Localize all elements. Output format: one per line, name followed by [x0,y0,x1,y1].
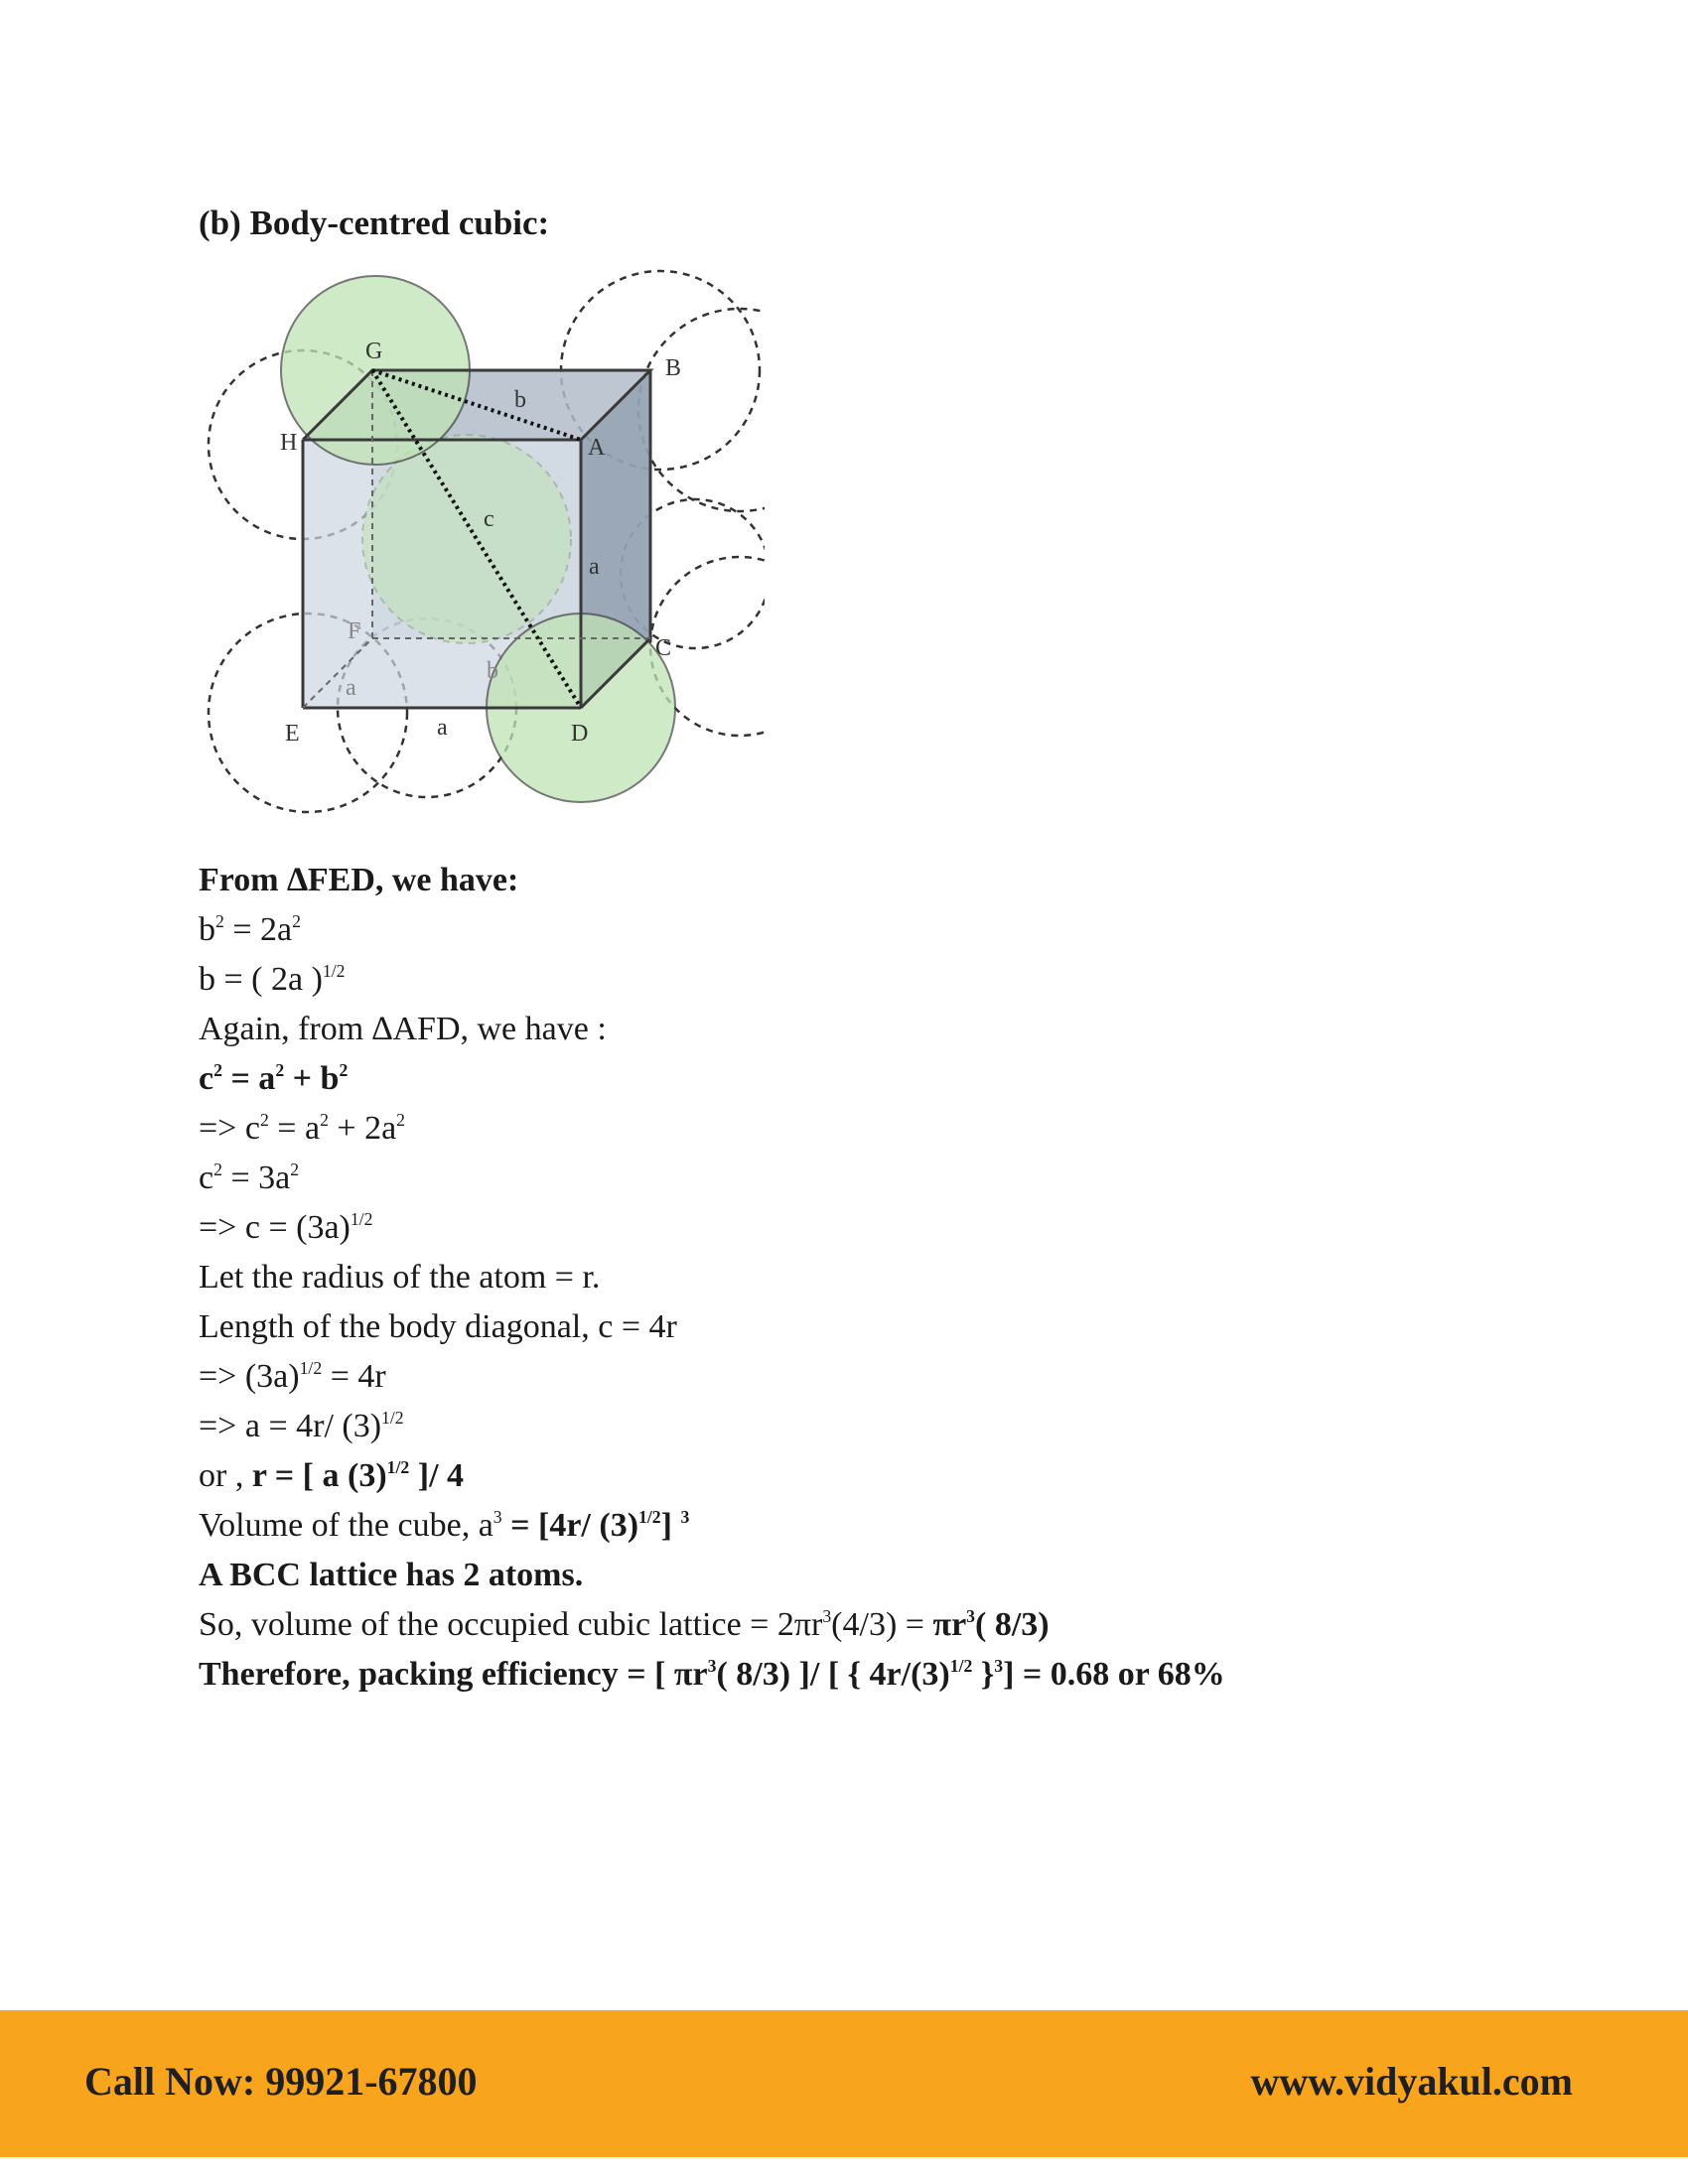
line-3a-4r: => $(3a)^{1/2} = 4r$ [199,1358,386,1395]
call-now-text: Call Now: 99921-67800 [84,2059,478,2104]
derivation-text [199,856,1489,1700]
line-pythagoras: $c^2 = a^2 + b^2$ [199,1060,349,1097]
label-C: C [655,635,672,661]
central-atom [362,435,571,643]
line-b-squared: $b^2 = 2a^2$ [199,911,301,948]
line-body-diagonal: Length of the body diagonal, c = 4r [199,1308,677,1345]
website-link[interactable]: www.vidyakul.com [1250,2059,1573,2104]
line-radius: Let the radius of the atom = r. [199,1259,601,1296]
line-c-value: => $c = (3a)^{1/2}$ [199,1209,373,1246]
line-c-squared-sub: => $c^2 = a^2 + 2a^2$ [199,1110,406,1147]
line-cube-volume: Volume of the cube, $a^3 = [4r/$ $(3)^{1/2}$] $^3$ [199,1507,690,1544]
label-D: D [571,721,589,747]
edge-label-a-right: a [589,554,600,580]
label-F: F [348,618,361,644]
label-E: E [285,721,300,747]
line-from-fed: From ∆FED, we have: [199,862,519,898]
line-b-value: b = ( 2a )$^{1/2}$ [199,961,346,998]
bcc-diagram [199,266,765,822]
edge-label-a-bottom: a [437,715,448,741]
label-B: B [665,355,682,381]
bcc-unit-cell-figure [199,266,765,822]
line-r-value: or , r = [ a $(3)^{1/2}$ ]/ 4 [199,1457,465,1494]
label-G: G [365,339,383,364]
line-c-squared-3a: $c^2 = 3a^2$ [199,1160,300,1196]
edge-label-b-top: b [514,387,526,413]
edge-label-a-left: a [346,675,356,701]
label-A: A [588,435,606,461]
edge-label-b-bottom: b [487,658,498,684]
line-packing-efficiency: Therefore, packing efficiency = [ $\pi r^3$( 8/3) ]/ [ { $4r/(3)^{1/2}$ }$^3$] = 0.68 or 68% [199,1656,1225,1693]
line-again-afd: Again, from ∆AFD, we have : [199,1011,607,1047]
line-occupied-volume: So, volume of the occupied cubic lattice = $2\pi r^3(4/3) = \pi r^3$( 8/3) [199,1606,1050,1643]
label-H: H [280,430,298,456]
section-heading: (b) Body-centred cubic: [199,204,550,242]
line-bcc-atoms: A BCC lattice has 2 atoms. [199,1557,584,1593]
edge-label-c: c [484,506,494,532]
line-a-value: => a = 4r/ $(3)^{1/2}$ [199,1408,404,1444]
footer-banner [0,2010,1688,2157]
atom-outline [638,309,765,511]
